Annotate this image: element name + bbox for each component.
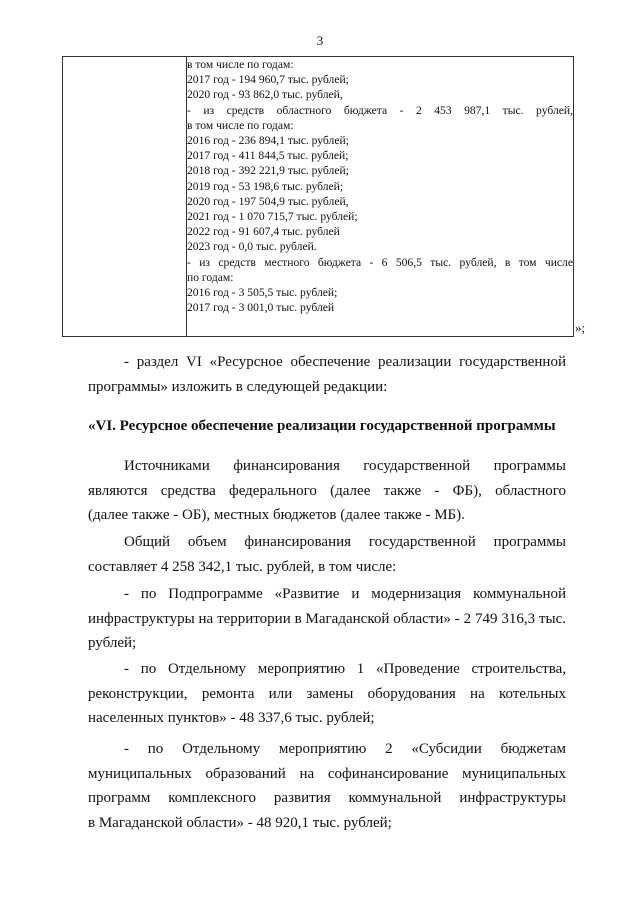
measure-1-paragraph	[88, 657, 566, 731]
page-number: 3	[316, 33, 324, 48]
text-line: Источниками финансирования государственной программы	[124, 458, 566, 474]
table-row	[63, 57, 574, 337]
text-line: - по Отдельному мероприятию 2 «Субсидии бюджетам	[124, 741, 566, 757]
table-label-cell	[63, 57, 187, 337]
table-line: 2023 год - 0,0 тыс. рублей.	[187, 240, 317, 254]
closing-quote: »;	[575, 320, 586, 335]
table-line: - из средств областного бюджета - 2 453 987,1 тыс. рублей,	[187, 103, 573, 117]
text-line: в Магаданской области» - 48 920,1 тыс. рублей;	[88, 814, 392, 831]
table-line: 2016 год - 236 894,1 тыс. рублей;	[187, 134, 349, 148]
total-funding-paragraph	[88, 530, 566, 579]
measure-2-paragraph	[88, 737, 566, 835]
table-value-cell	[187, 57, 574, 337]
text-line: муниципальных образований на софинансирование муниципальных	[88, 765, 566, 782]
table-line: в том числе по годам:	[187, 58, 294, 71]
table-line: 2016 год - 3 505,5 тыс. рублей;	[187, 286, 338, 300]
table-line: - из средств местного бюджета - 6 506,5 тыс. рублей, в том числе	[187, 255, 573, 269]
table-line: по годам:	[187, 270, 234, 284]
text-line: являются средства федерального (далее также - ФБ), областного	[88, 482, 566, 499]
table-line: 2018 год - 392 221,9 тыс. рублей;	[187, 164, 349, 178]
subprogram-paragraph	[88, 582, 566, 656]
table-line: 2017 год - 3 001,0 тыс. рублей	[187, 301, 335, 315]
table-line: 2022 год - 91 607,4 тыс. рублей	[187, 225, 340, 239]
text-line: составляет 4 258 342,1 тыс. рублей, в том числе:	[88, 558, 397, 575]
table-line: 2020 год - 93 862,0 тыс. рублей,	[187, 88, 343, 102]
text-line: - по Подпрограмме «Развитие и модернизация коммунальной	[124, 586, 566, 602]
budget-table	[62, 56, 574, 337]
section-heading: «VI. Ресурсное обеспечение реализации государственной программы	[88, 418, 556, 434]
text-line: (далее также - ОБ), местных бюджетов (далее также - МБ).	[88, 507, 465, 523]
text-line: - раздел VI «Ресурсное обеспечение реализации государственной	[124, 354, 566, 370]
text-line: программ комплексного развития коммунальной инфраструктуры	[88, 790, 566, 806]
table-line: 2017 год - 411 844,5 тыс. рублей;	[187, 149, 349, 163]
table-line: 2021 год - 1 070 715,7 тыс. рублей;	[187, 210, 358, 224]
intro-paragraph	[88, 350, 566, 399]
text-line: инфраструктуры на территории в Магаданской области» - 2 749 316,3 тыс.	[88, 610, 566, 627]
text-line: населенных пунктов» - 48 337,6 тыс. рублей;	[88, 710, 375, 726]
text-line: программы» изложить в следующей редакции:	[88, 378, 388, 395]
table-line: 2019 год - 53 198,6 тыс. рублей;	[187, 179, 344, 193]
text-line: рублей;	[88, 635, 137, 651]
funding-sources-paragraph	[88, 454, 566, 528]
table-line: 2020 год - 197 504,9 тыс. рублей,	[187, 194, 349, 208]
table-line: в том числе по годам:	[187, 118, 294, 132]
text-line: - по Отдельному мероприятию 1 «Проведение строительства,	[124, 661, 566, 677]
table-line: 2017 год - 194 960,7 тыс. рублей;	[187, 73, 349, 87]
text-line: Общий объем финансирования государственной программы	[124, 534, 566, 550]
text-line: реконструкции, ремонта или замены оборудования на котельных	[88, 685, 566, 702]
